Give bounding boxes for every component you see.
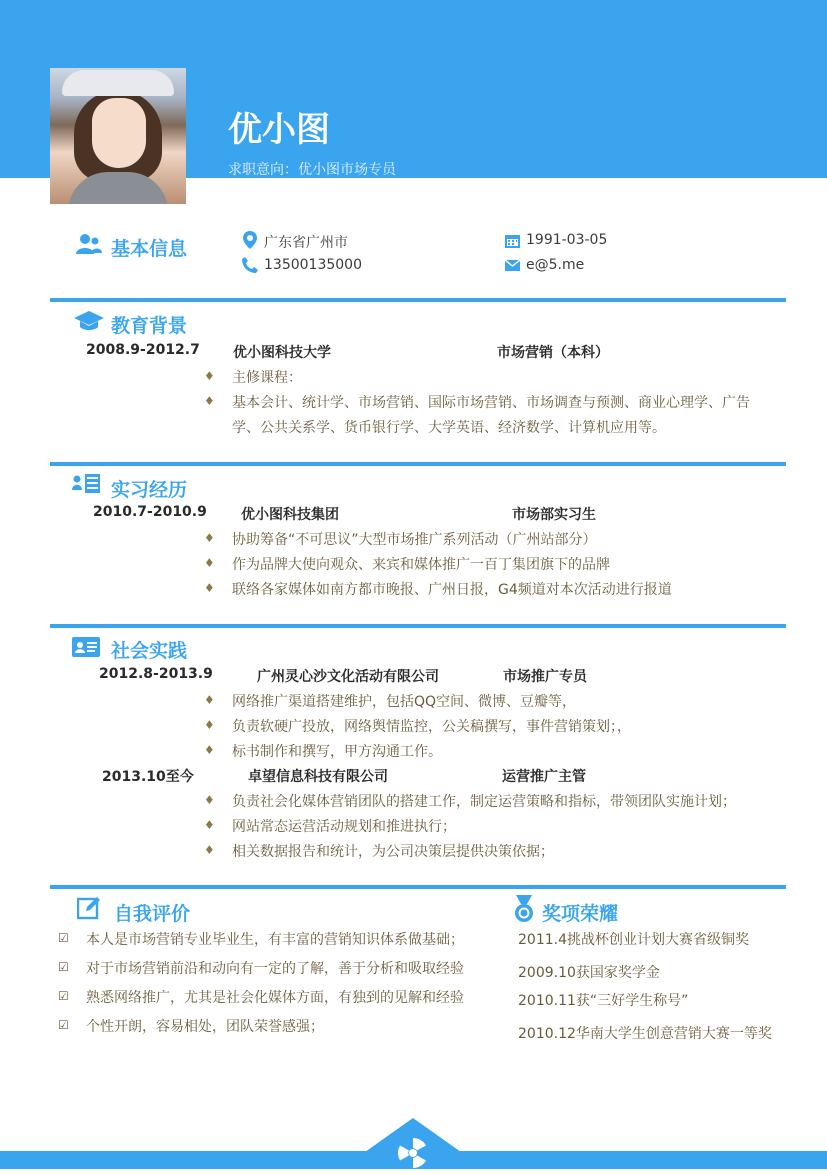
education-item: 主修课程： <box>232 370 302 386</box>
self-eval-title: 自我评价 <box>114 903 191 925</box>
practice-company: 广州灵心沙文化活动有限公司 <box>257 669 439 685</box>
self-eval-item: 熟悉网络推广，尤其是社会化媒体方面，有独到的见解和经验 <box>86 990 464 1006</box>
bullet-diamond: ♦ <box>204 818 215 832</box>
graduation-cap-icon <box>74 310 104 332</box>
mail-icon <box>504 257 520 273</box>
practice-role: 运营推广主管 <box>502 769 586 785</box>
internship-company: 优小图科技集团 <box>241 507 339 523</box>
bullet-diamond: ♦ <box>204 743 215 757</box>
medal-icon <box>513 895 535 923</box>
checkbox-icon: ☑ <box>58 931 69 945</box>
edit-icon <box>76 896 102 920</box>
profile-photo <box>50 68 186 204</box>
practice-period: 2012.8-2013.9 <box>99 666 213 682</box>
checkbox-icon: ☑ <box>58 989 69 1003</box>
phone-icon <box>242 256 258 274</box>
education-school: 优小图科技大学 <box>233 345 331 361</box>
self-eval-item: 对于市场营销前沿和动向有一定的了解，善于分析和吸取经验 <box>86 961 464 977</box>
basic-info-title: 基本信息 <box>111 238 188 260</box>
self-eval-item: 本人是市场营销专业毕业生，有丰富的营销知识体系做基础； <box>86 932 464 948</box>
practice-item: 网络推广渠道搭建维护，包括QQ空间、微博、豆瓣等， <box>232 694 577 710</box>
practice-title: 社会实践 <box>111 640 188 662</box>
bullet-diamond: ♦ <box>204 793 215 807</box>
bullet-diamond: ♦ <box>204 843 215 857</box>
practice-item: 网站常态运营活动规划和推进执行； <box>232 819 456 835</box>
practice-company: 卓望信息科技有限公司 <box>248 769 388 785</box>
practice-period: 2013.10至今 <box>102 769 194 785</box>
practice-item: 负责社会化媒体营销团队的搭建工作，制定运营策略和指标，带领团队实施计划； <box>232 794 736 810</box>
id-card-icon <box>72 636 100 658</box>
award-item: 2009.10获国家奖学金 <box>518 965 660 981</box>
checkbox-icon: ☑ <box>58 1018 69 1032</box>
users-icon <box>76 232 102 256</box>
education-item: 基本会计、统计学、市场营销、国际市场营销、市场调查与预测、商业心理学、广告 <box>232 395 750 411</box>
award-item: 2010.11获“三好学生称号” <box>518 993 689 1009</box>
footer-emblem-icon <box>396 1136 430 1170</box>
internship-role: 市场部实习生 <box>512 507 596 523</box>
education-period: 2008.9-2012.7 <box>86 342 200 358</box>
practice-item: 标书制作和撰写，甲方沟通工作。 <box>232 744 442 760</box>
location-text: 广东省广州市 <box>264 235 348 251</box>
job-intent: 求职意向：优小图市场专员 <box>228 162 396 178</box>
education-item: 学、公共关系学、货币银行学、大学英语、经济数学、计算机应用等。 <box>232 420 666 436</box>
internship-period: 2010.7-2010.9 <box>93 504 207 520</box>
practice-role: 市场推广专员 <box>503 669 587 685</box>
bullet-diamond: ♦ <box>204 693 215 707</box>
candidate-name: 优小图 <box>228 110 330 150</box>
phone-text: 13500135000 <box>264 257 362 273</box>
bullet-diamond: ♦ <box>204 531 215 545</box>
checkbox-icon: ☑ <box>58 960 69 974</box>
internship-title: 实习经历 <box>111 479 188 501</box>
section-divider <box>50 462 786 466</box>
award-item: 2011.4挑战杯创业计划大赛省级铜奖 <box>518 932 749 948</box>
practice-item: 负责软硬广投放，网络舆情监控，公关稿撰写，事件营销策划；， <box>232 719 631 735</box>
internship-item: 协助筹备“不可思议”大型市场推广系列活动（广州站部分） <box>232 532 597 548</box>
internship-item: 联络各家媒体如南方都市晚报、广州日报，G4频道对本次活动进行报道 <box>232 582 672 598</box>
bullet-diamond: ♦ <box>204 718 215 732</box>
location-icon <box>242 231 258 249</box>
birth-text: 1991-03-05 <box>526 232 608 248</box>
awards-title: 奖项荣耀 <box>542 903 619 925</box>
education-title: 教育背景 <box>111 315 188 337</box>
bullet-diamond: ♦ <box>204 556 215 570</box>
practice-item: 相关数据报告和统计，为公司决策层提供决策依据； <box>232 844 554 860</box>
section-divider <box>50 298 786 302</box>
calendar-icon <box>504 231 520 249</box>
bullet-diamond: ♦ <box>204 581 215 595</box>
award-item: 2010.12华南大学生创意营销大赛一等奖 <box>518 1026 772 1042</box>
education-major: 市场营销（本科） <box>497 345 609 361</box>
person-list-icon <box>72 473 102 495</box>
internship-item: 作为品牌大使向观众、来宾和媒体推广一百丁集团旗下的品牌 <box>232 557 610 573</box>
section-divider <box>50 885 786 889</box>
section-divider <box>50 624 786 628</box>
self-eval-item: 个性开朗，容易相处，团队荣誉感强； <box>86 1019 324 1035</box>
bullet-diamond: ♦ <box>204 394 215 408</box>
bullet-diamond: ♦ <box>204 369 215 383</box>
email-text: e@5.me <box>526 257 585 273</box>
